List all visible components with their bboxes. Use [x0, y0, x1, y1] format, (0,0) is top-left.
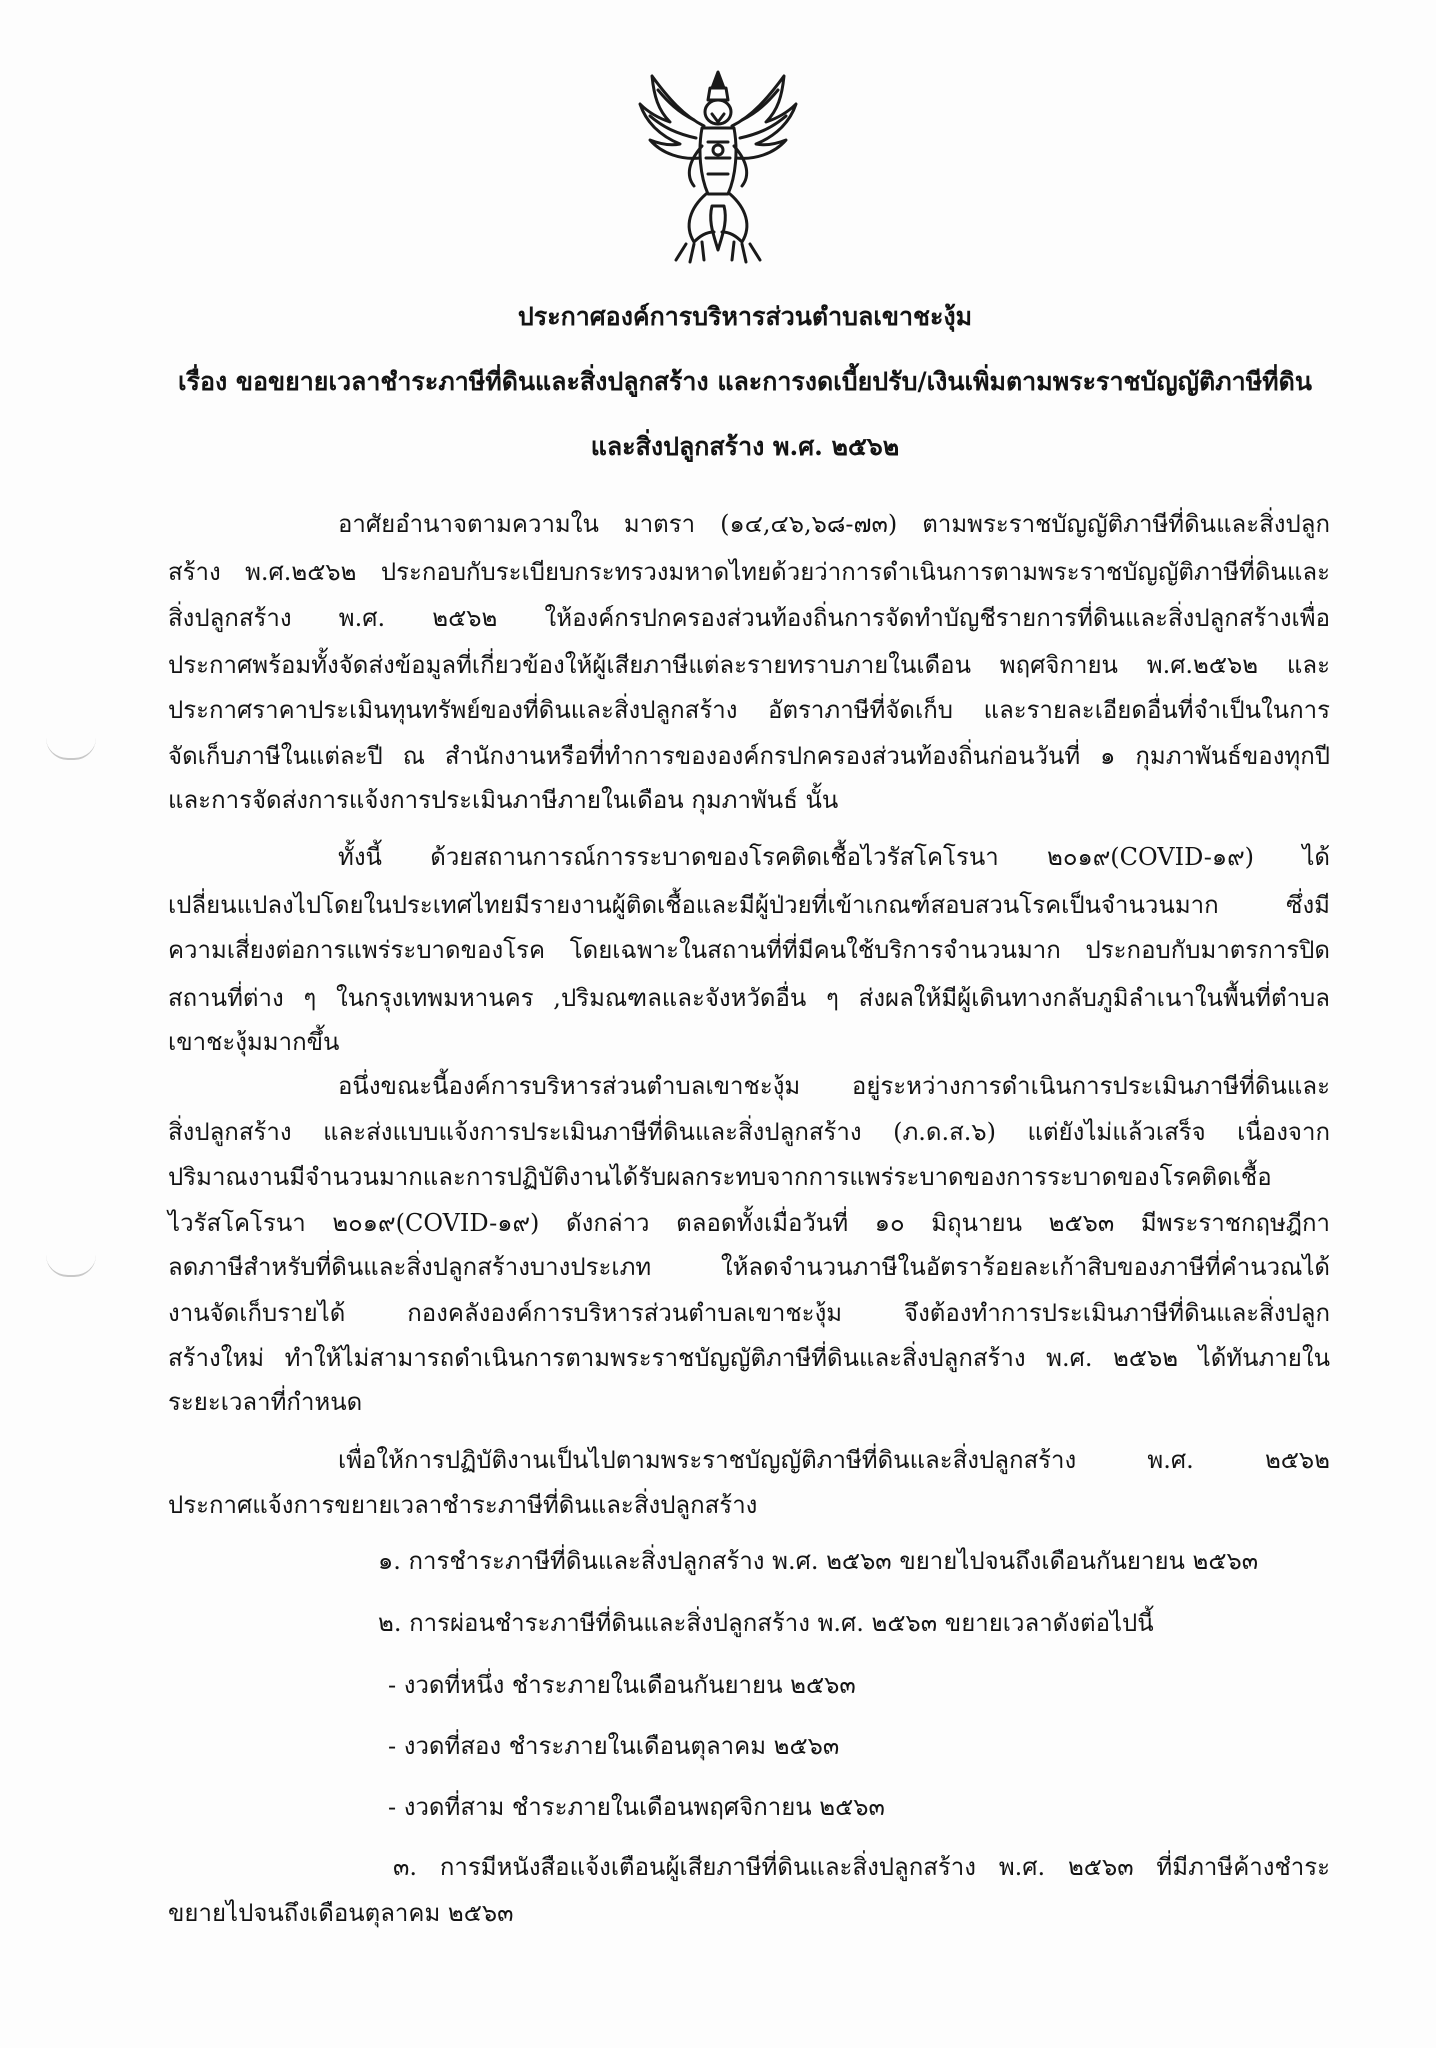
paragraph-4-line: ประกาศแจ้งการขยายเวลาชำระภาษีที่ดินและสิ่งปลูกสร้าง — [168, 1491, 758, 1519]
list-item-3-continued: ขยายไปจนถึงเดือนตุลาคม ๒๕๖๓ — [168, 1899, 514, 1927]
announcement-subject-continued: และสิ่งปลูกสร้าง พ.ศ. ๒๕๖๒ — [590, 432, 900, 461]
punch-hole-mark — [46, 738, 96, 760]
paragraph-1-line: ประกาศพร้อมทั้งจัดส่งข้อมูลที่เกี่ยวข้องให้ผู้เสียภาษีแต่ละรายทราบภายในเดือน พฤศจิกายน พ.ศ.๒๕๖๒ และ — [168, 651, 1330, 679]
paragraph-3-line: สร้างใหม่ ทำให้ไม่สามารถดำเนินการตามพระราชบัญญัติภาษีที่ดินและสิ่งปลูกสร้าง พ.ศ. ๒๕๖๒ ได้ทันภายใน — [168, 1344, 1330, 1372]
list-item-1: ๑. การชำระภาษีที่ดินและสิ่งปลูกสร้าง พ.ศ. ๒๕๖๓ ขยายไปจนถึงเดือนกันยายน ๒๕๖๓ — [378, 1547, 1259, 1575]
garuda-emblem-icon — [628, 66, 808, 266]
paragraph-1-line: สร้าง พ.ศ.๒๕๖๒ ประกอบกับระเบียบกระทรวงมหาดไทยด้วยว่าการดำเนินการตามพระราชบัญญัติภาษีที่ดินและ — [168, 558, 1330, 586]
paragraph-1-line: จัดเก็บภาษีในแต่ละปี ณ สำนักงานหรือที่ทำการขององค์กรปกครองส่วนท้องถิ่นก่อนวันที่ ๑ กุมภาพันธ์ของทุกปี — [168, 742, 1330, 770]
paragraph-1-line: ประกาศราคาประเมินทุนทรัพย์ของที่ดินและสิ่งปลูกสร้าง อัตราภาษีที่จัดเก็บ และรายละเอียดอื่นที่จำเป็นในการ — [168, 696, 1330, 724]
paragraph-3-line: ปริมาณงานมีจำนวนมากและการปฏิบัติงานได้รับผลกระทบจากการแพร่ระบาดของการระบาดของโรคติดเชื้อ — [168, 1163, 1272, 1191]
paragraph-3-line: สิ่งปลูกสร้าง และส่งแบบแจ้งการประเมินภาษีที่ดินและสิ่งปลูกสร้าง (ภ.ด.ส.๖) แต่ยังไม่แล้วเสร็จ เนื่องจาก — [168, 1118, 1330, 1146]
paragraph-3-line: ระยะเวลาที่กำหนด — [168, 1388, 363, 1416]
paragraph-3-line: อนึ่งขณะนี้องค์การบริหารส่วนตำบลเขาชะงุ้ม อยู่ระหว่างการดำเนินการประเมินภาษีที่ดินและ — [338, 1072, 1330, 1100]
paragraph-3-line: ไวรัสโคโรนา ๒๐๑๙(COVID-๑๙) ดังกล่าว ตลอดทั้งเมื่อวันที่ ๑๐ มิถุนายน ๒๕๖๓ มีพระราชกฤษฎีกา — [168, 1209, 1330, 1237]
paragraph-3-line: งานจัดเก็บรายได้ กองคลังองค์การบริหารส่วนตำบลเขาชะงุ้ม จึงต้องทำการประเมินภาษีที่ดินและสิ่งปลูก — [168, 1299, 1330, 1327]
paragraph-1-line: และการจัดส่งการแจ้งการประเมินภาษีภายในเดือน กุมภาพันธ์ นั้น — [168, 786, 839, 814]
list-item-3: ๓. การมีหนังสือแจ้งเตือนผู้เสียภาษีที่ดินและสิ่งปลูกสร้าง พ.ศ. ๒๕๖๓ ที่มีภาษีค้างชำระ — [393, 1853, 1330, 1881]
announcement-subject: เรื่อง ขอขยายเวลาชำระภาษีที่ดินและสิ่งปลูกสร้าง และการงดเบี้ยปรับ/เงินเพิ่มตามพระราชบัญญัติภาษีที่ดิน — [178, 367, 1312, 396]
sub-item-installment-1: - งวดที่หนึ่ง ชำระภายในเดือนกันยายน ๒๕๖๓ — [388, 1671, 856, 1699]
paragraph-2-line: เขาชะงุ้มมากขึ้น — [168, 1028, 340, 1056]
list-item-2: ๒. การผ่อนชำระภาษีที่ดินและสิ่งปลูกสร้าง พ.ศ. ๒๕๖๓ ขยายเวลาดังต่อไปนี้ — [378, 1609, 1154, 1637]
paragraph-2-line: ทั้งนี้ ด้วยสถานการณ์การระบาดของโรคติดเชื้อไวรัสโคโรนา ๒๐๑๙(COVID-๑๙) ได้ — [338, 843, 1330, 871]
paragraph-2-line: เปลี่ยนแปลงไปโดยในประเทศไทยมีรายงานผู้ติดเชื้อและมีผู้ป่วยที่เข้าเกณฑ์สอบสวนโรคเป็นจำนวนมาก ซึ่งมี — [168, 891, 1330, 919]
announcement-title: ประกาศองค์การบริหารส่วนตำบลเขาชะงุ้ม — [517, 302, 973, 331]
paragraph-1-line: อาศัยอำนาจตามความใน มาตรา (๑๔,๔๖,๖๘-๗๓) ตามพระราชบัญญัติภาษีที่ดินและสิ่งปลูก — [338, 510, 1330, 538]
paragraph-1-line: สิ่งปลูกสร้าง พ.ศ. ๒๕๖๒ ให้องค์กรปกครองส่วนท้องถิ่นการจัดทำบัญชีรายการที่ดินและสิ่งปลูกสร้างเพื่อ — [168, 604, 1330, 632]
sub-item-installment-3: - งวดที่สาม ชำระภายในเดือนพฤศจิกายน ๒๕๖๓ — [388, 1793, 885, 1821]
paragraph-4-line: เพื่อให้การปฏิบัติงานเป็นไปตามพระราชบัญญัติภาษีที่ดินและสิ่งปลูกสร้าง พ.ศ. ๒๕๖๒ — [338, 1446, 1330, 1474]
punch-hole-mark — [46, 1255, 96, 1277]
paragraph-2-line: ความเสี่ยงต่อการแพร่ระบาดของโรค โดยเฉพาะในสถานที่ที่มีคนใช้บริการจำนวนมาก ประกอบกับมาตรการปิด — [168, 936, 1330, 964]
paragraph-2-line: สถานที่ต่าง ๆ ในกรุงเทพมหานคร ,ปริมณฑลและจังหวัดอื่น ๆ ส่งผลให้มีผู้เดินทางกลับภูมิลำเนาในพื้นที่ตำบล — [168, 984, 1330, 1012]
sub-item-installment-2: - งวดที่สอง ชำระภายในเดือนตุลาคม ๒๕๖๓ — [388, 1732, 840, 1760]
paragraph-3-line: ลดภาษีสำหรับที่ดินและสิ่งปลูกสร้างบางประเภท ให้ลดจำนวนภาษีในอัตราร้อยละเก้าสิบของภาษีที่คำนวณได้ — [168, 1253, 1330, 1281]
